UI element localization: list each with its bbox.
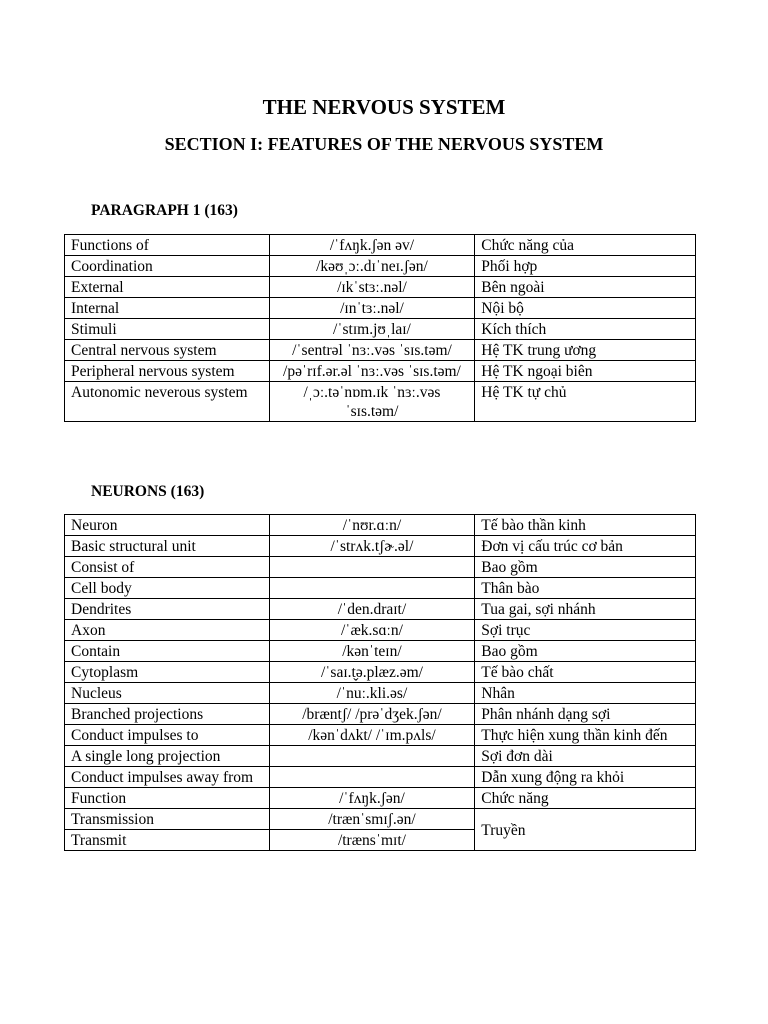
pronunciation-cell: /kənˈteɪn/ [269,641,475,662]
term-cell: A single long projection [65,746,270,767]
pronunciation-cell: /trænˈsmɪʃ.ən/ [269,809,475,830]
pronunciation-cell: /ˈnuː.kli.əs/ [269,683,475,704]
paragraph-heading: PARAGRAPH 1 (163) [91,202,238,219]
translation-cell: Kích thích [475,319,696,340]
pronunciation-cell: /kəʊˌɔː.dɪˈneɪ.ʃən/ [269,256,475,277]
pronunciation-cell [269,578,475,599]
translation-cell: Nhân [475,683,696,704]
table-row [65,809,696,830]
pronunciation-cell [269,557,475,578]
table-row [65,361,696,382]
term-cell: Conduct impulses away from [65,767,270,788]
translation-cell: Chức năng của [475,235,696,256]
translation-cell: Phân nhánh dạng sợi [475,704,696,725]
translation-cell: Truyền [475,809,696,851]
table-row [65,620,696,641]
translation-cell: Hệ TK ngoại biên [475,361,696,382]
term-cell: Cell body [65,578,270,599]
term-cell: Coordination [65,256,270,277]
translation-cell: Sợi đơn dài [475,746,696,767]
pronunciation-cell: /pəˈrɪf.ər.əl ˈnɜː.vəs ˈsɪs.təm/ [269,361,475,382]
term-cell: Neuron [65,515,270,536]
pronunciation-cell [269,767,475,788]
term-cell: Stimuli [65,319,270,340]
translation-cell: Thân bào [475,578,696,599]
table-row [65,340,696,361]
translation-cell: Chức năng [475,788,696,809]
table-row [65,557,696,578]
pronunciation-cell [269,746,475,767]
pronunciation-cell: /ˌɔː.təˈnɒm.ɪk ˈnɜː.vəs ˈsɪs.təm/ [269,382,475,422]
pronunciation-cell: /ˈden.draɪt/ [269,599,475,620]
translation-cell: Tế bào chất [475,662,696,683]
pronunciation-cell: /ˈstɪm.jʊˌlaɪ/ [269,319,475,340]
table-row [65,704,696,725]
term-cell: Functions of [65,235,270,256]
term-cell: External [65,277,270,298]
term-cell: Consist of [65,557,270,578]
table-row [65,277,696,298]
term-cell: Peripheral nervous system [65,361,270,382]
pronunciation-cell: /trænsˈmɪt/ [269,830,475,851]
term-cell: Nucleus [65,683,270,704]
neurons-heading: NEURONS (163) [91,483,205,500]
table-row [65,319,696,340]
table-row [65,767,696,788]
translation-cell: Hệ TK trung ương [475,340,696,361]
table-row [65,725,696,746]
term-cell: Basic structural unit [65,536,270,557]
pronunciation-cell: /ˈsentrəl ˈnɜː.vəs ˈsɪs.təm/ [269,340,475,361]
table-row [65,298,696,319]
term-cell: Contain [65,641,270,662]
pronunciation-cell: /ˈsaɪ.t̬ə.plæz.əm/ [269,662,475,683]
pronunciation-cell: /ɪnˈtɜː.nəl/ [269,298,475,319]
table-row [65,599,696,620]
table-row [65,536,696,557]
section-title: SECTION I: FEATURES OF THE NERVOUS SYSTEM [164,134,604,154]
translation-cell: Thực hiện xung thần kinh đến [475,725,696,746]
pronunciation-cell: /ˈstrʌk.tʃɚ.əl/ [269,536,475,557]
translation-cell: Bên ngoài [475,277,696,298]
vocabulary-table-neurons [64,514,696,851]
translation-cell: Phối hợp [475,256,696,277]
term-cell: Internal [65,298,270,319]
table-row [65,235,696,256]
term-cell: Branched projections [65,704,270,725]
translation-cell: Bao gồm [475,641,696,662]
document-title: THE NERVOUS SYSTEM [262,95,506,119]
translation-cell: Dẫn xung động ra khỏi [475,767,696,788]
table-row [65,382,696,422]
term-cell: Dendrites [65,599,270,620]
table-row [65,788,696,809]
translation-cell: Bao gồm [475,557,696,578]
translation-cell: Hệ TK tự chủ [475,382,696,422]
table-row [65,746,696,767]
term-cell: Transmit [65,830,270,851]
vocabulary-table-paragraph-1 [64,234,696,422]
table-row [65,641,696,662]
term-cell: Conduct impulses to [65,725,270,746]
translation-cell: Đơn vị cấu trúc cơ bản [475,536,696,557]
term-cell: Function [65,788,270,809]
pronunciation-cell: /ˈnʊr.ɑːn/ [269,515,475,536]
pronunciation-cell: /ɪkˈstɜː.nəl/ [269,277,475,298]
term-cell: Transmission [65,809,270,830]
term-cell: Autonomic neverous system [65,382,270,422]
translation-cell: Sợi trục [475,620,696,641]
table-row [65,662,696,683]
pronunciation-cell: /ˈfʌŋk.ʃən/ [269,788,475,809]
translation-cell: Tua gai, sợi nhánh [475,599,696,620]
term-cell: Cytoplasm [65,662,270,683]
table-row [65,256,696,277]
table-row [65,515,696,536]
pronunciation-cell: /kənˈdʌkt/ /ˈɪm.pʌls/ [269,725,475,746]
pronunciation-cell: /ˈfʌŋk.ʃən əv/ [269,235,475,256]
translation-cell: Nội bộ [475,298,696,319]
pronunciation-cell: /bræntʃ/ /prəˈdʒek.ʃən/ [269,704,475,725]
table-row [65,578,696,599]
pronunciation-cell: /ˈæk.sɑːn/ [269,620,475,641]
translation-cell: Tế bào thần kinh [475,515,696,536]
term-cell: Axon [65,620,270,641]
term-cell: Central nervous system [65,340,270,361]
table-row [65,683,696,704]
